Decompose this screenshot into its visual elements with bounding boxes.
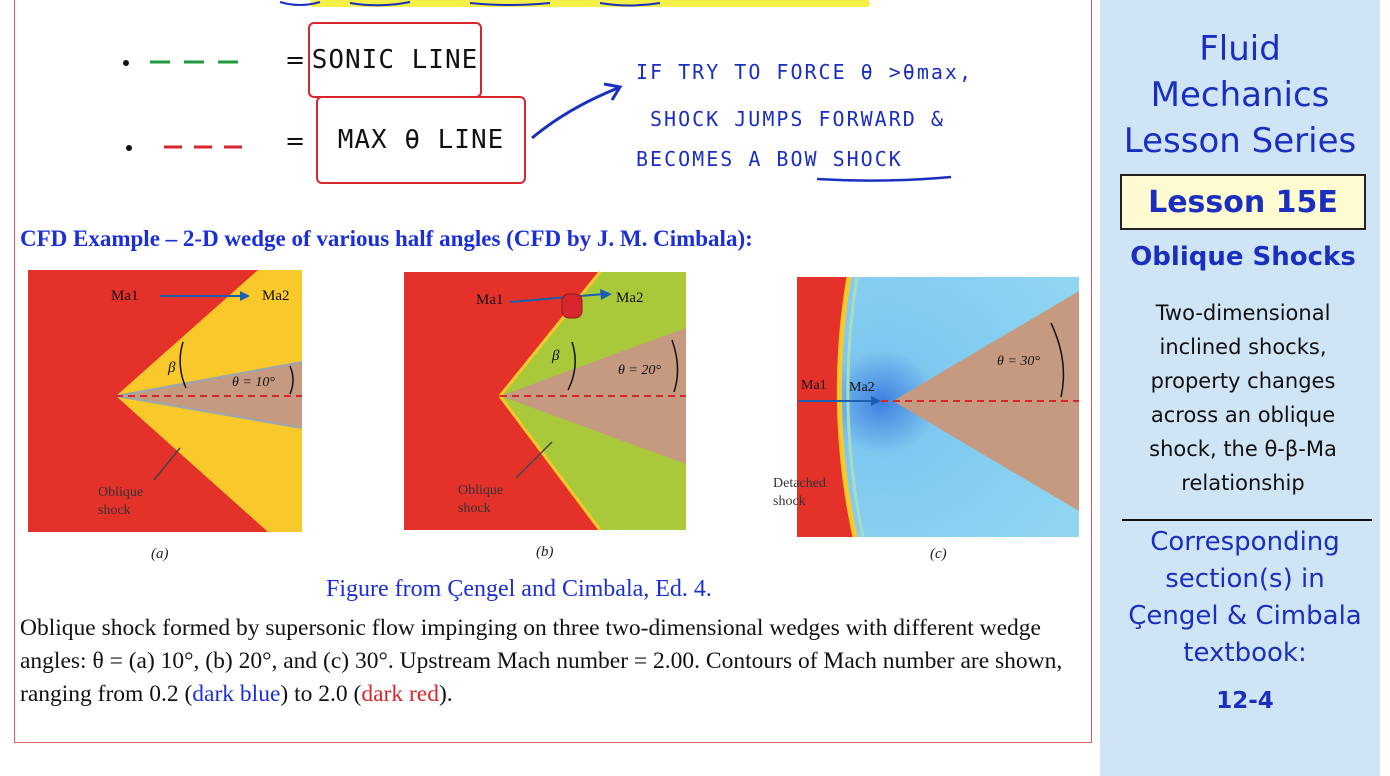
svg-text:β bbox=[551, 348, 560, 364]
shock-label-b-2: shock bbox=[458, 501, 491, 516]
sections-line-4: textbook: bbox=[1183, 638, 1307, 668]
shock-label-a-1: Oblique bbox=[98, 485, 144, 500]
sections-line-1: Corresponding bbox=[1150, 527, 1340, 557]
lesson-number-box: Lesson 15E bbox=[1120, 174, 1366, 230]
beta-label-a: β bbox=[168, 360, 176, 376]
series-title-line-2: Mechanics bbox=[1150, 75, 1330, 115]
bow-shock-underline bbox=[815, 174, 955, 184]
panel-label-a: (a) bbox=[151, 546, 169, 562]
lesson-sidebar bbox=[1100, 0, 1380, 776]
green-dashes bbox=[148, 55, 258, 69]
svg-text:Oblique bbox=[458, 483, 503, 498]
ma1-label-a: Ma1 bbox=[111, 288, 139, 304]
svg-text:Detached bbox=[773, 476, 826, 491]
ma1-label-b: Ma1 bbox=[476, 292, 504, 308]
svg-text:θ = 20° bbox=[618, 363, 661, 378]
cfd-panel-b bbox=[404, 272, 686, 560]
ma2-label-b: Ma2 bbox=[616, 290, 644, 306]
shock-label-c-2: shock bbox=[773, 494, 806, 509]
shock-label-b-1: Oblique bbox=[458, 483, 504, 498]
svg-text:Ma2 bbox=[262, 288, 290, 304]
ma1-label-c: Ma1 bbox=[801, 378, 827, 393]
sections-line-3: Çengel & Cimbala bbox=[1128, 601, 1362, 631]
svg-text:Ma1 bbox=[476, 292, 504, 308]
description-line-2: inclined shocks, bbox=[1159, 335, 1327, 359]
sidebar-divider bbox=[1122, 519, 1372, 521]
series-title-line-1: Fluid bbox=[1199, 29, 1281, 69]
caption-dark-red: dark red bbox=[361, 681, 439, 707]
lesson-description bbox=[1112, 296, 1374, 500]
beta-label-b: β bbox=[552, 348, 560, 364]
note-line-3: BECOMES A BOW SHOCK bbox=[636, 147, 903, 171]
svg-text:β bbox=[167, 360, 176, 376]
svg-text:Ma2 bbox=[616, 290, 644, 306]
max-theta-line-box: MAX θ LINE bbox=[316, 96, 526, 184]
bullet-max-theta bbox=[126, 145, 132, 151]
svg-text:shock bbox=[98, 503, 131, 518]
theta-label-c: θ = 30° bbox=[997, 354, 1040, 369]
section-number: 12-4 bbox=[1216, 688, 1274, 714]
shock-label-a-2: shock bbox=[98, 503, 131, 518]
svg-text:Oblique bbox=[98, 485, 143, 500]
svg-text:shock bbox=[773, 494, 806, 509]
svg-text:shock bbox=[458, 501, 491, 516]
svg-text:Ma1 bbox=[801, 378, 827, 393]
cfd-heading: CFD Example – 2-D wedge of various half angles (CFD by J. M. Cimbala): bbox=[20, 226, 753, 251]
panel-label-b: (b) bbox=[536, 544, 554, 560]
caption-text-1: Oblique shock formed by supersonic flow impinging on three two-dimensional wedges with different wedge angles: θ = (a) 10°, (b) 20°, and (c) 30°. Upstream Mach number = 2.00. Contours of Mach number are shown, ranging from 0.2 ( bbox=[20, 615, 1063, 707]
bullet-sonic bbox=[123, 60, 129, 66]
series-title-line-3: Lesson Series bbox=[1123, 121, 1357, 161]
note-line-1: IF TRY TO FORCE θ >θmax, bbox=[636, 60, 973, 84]
svg-text:Ma2 bbox=[849, 380, 875, 395]
description-line-1: Two-dimensional bbox=[1155, 301, 1331, 325]
note-line-2: SHOCK JUMPS FORWARD & bbox=[650, 107, 945, 131]
top-highlight bbox=[270, 0, 880, 10]
caption-dark-blue: dark blue bbox=[192, 681, 281, 707]
series-title bbox=[1100, 26, 1380, 164]
description-line-4: across an oblique bbox=[1150, 403, 1336, 427]
theta-label-a: θ = 10° bbox=[232, 375, 275, 390]
ma2-label-c: Ma2 bbox=[849, 380, 875, 395]
svg-text:θ = 30° bbox=[997, 354, 1040, 369]
equals-sign-1: = bbox=[285, 46, 306, 74]
panel-label-c: (c) bbox=[930, 546, 947, 562]
shock-label-c-1: Detached bbox=[773, 476, 826, 491]
lesson-topic: Oblique Shocks bbox=[1130, 242, 1356, 272]
caption-text-2: ) to 2.0 ( bbox=[280, 681, 362, 707]
description-line-6: relationship bbox=[1181, 471, 1305, 495]
ma2-label-a: Ma2 bbox=[262, 288, 290, 304]
figure-caption bbox=[20, 612, 1090, 711]
sonic-line-box: SONIC LINE bbox=[308, 22, 482, 98]
textbook-sections bbox=[1100, 524, 1390, 672]
theta-label-b: θ = 20° bbox=[618, 363, 661, 378]
figure-credit: Figure from Çengel and Cimbala, Ed. 4. bbox=[326, 576, 712, 602]
description-line-3: property changes bbox=[1150, 369, 1336, 393]
svg-text:θ = 10° bbox=[232, 375, 275, 390]
sections-line-2: section(s) in bbox=[1165, 564, 1325, 594]
note-arrow bbox=[528, 78, 628, 144]
cfd-panel-c bbox=[773, 277, 1079, 562]
red-dashes bbox=[162, 140, 262, 154]
cfd-panel-a bbox=[28, 270, 302, 562]
svg-text:Ma1 bbox=[111, 288, 139, 304]
equals-sign-2: = bbox=[285, 127, 306, 155]
description-line-5: shock, the θ-β-Ma bbox=[1149, 437, 1337, 461]
caption-text-3: ). bbox=[438, 681, 453, 707]
